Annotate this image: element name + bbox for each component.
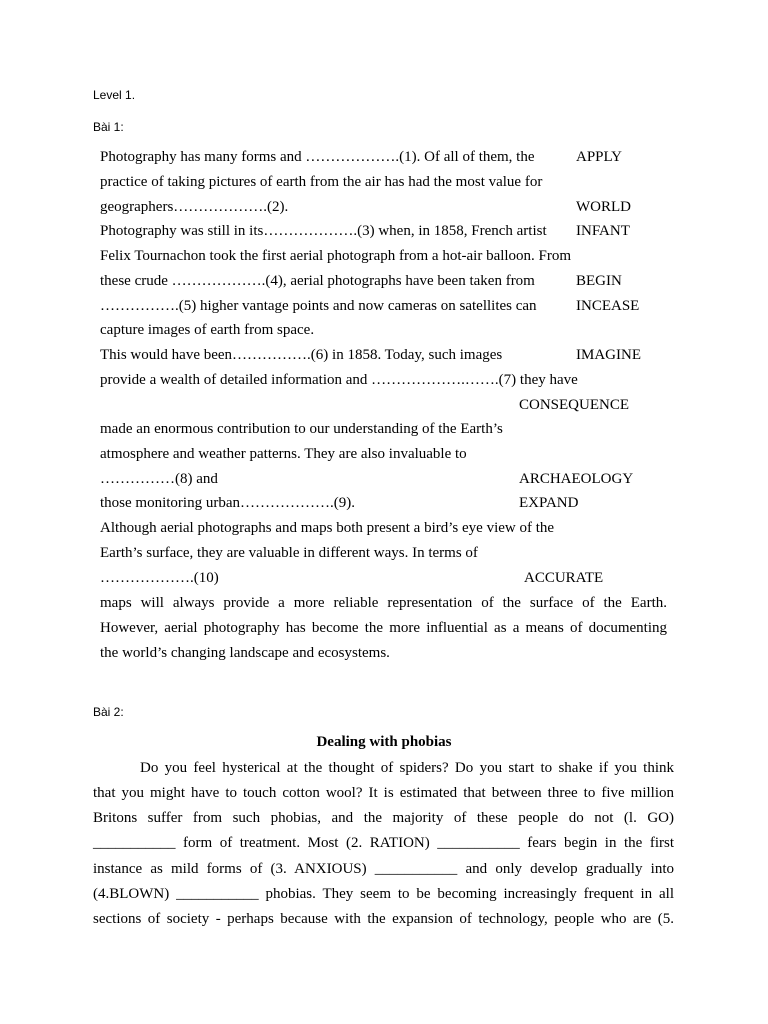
keyword-expand: EXPAND	[519, 495, 579, 511]
ex1-line: However, aerial photography has become the more influential as a means of documenting	[100, 620, 667, 636]
ex1-line: made an enormous contribution to our understanding of the Earth’s	[100, 421, 503, 437]
ex2-line: (4.BLOWN) ___________ phobias. They seem to be becoming increasingly frequent in all	[93, 886, 674, 902]
ex1-line: provide a wealth of detailed information and ……………….…….(7) they have	[100, 372, 578, 388]
ex1-line: those monitoring urban……………….(9).	[100, 495, 355, 511]
ex1-line: these crude ……………….(4), aerial photographs have been taken from	[100, 273, 535, 289]
ex2-line: that you might have to touch cotton wool? It is estimated that between three to five million	[93, 785, 674, 801]
ex1-line: ……………(8) and	[100, 471, 218, 487]
ex1-line: Although aerial photographs and maps both present a bird’s eye view of the	[100, 520, 555, 536]
ex1-line: the world’s changing landscape and ecosystems.	[100, 645, 390, 661]
keyword-accurate: ACCURATE	[524, 570, 604, 586]
keyword-imagine: IMAGINE	[576, 347, 641, 363]
keyword-world: WORLD	[576, 199, 631, 215]
ex1-line: Earth’s surface, they are valuable in different ways. In terms of	[100, 545, 478, 561]
ex1-line: maps will always provide a more reliable representation of the surface of the Earth.	[100, 595, 667, 611]
ex1-line: Photography was still in its……………….(3) when, in 1858, French artist	[100, 223, 547, 239]
ex1-line: …………….(5) higher vantage points and now cameras on satellites can	[100, 298, 537, 314]
ex1-line: This would have been…………….(6) in 1858. Today, such images	[100, 347, 503, 363]
keyword-consequence: CONSEQUENCE	[519, 397, 630, 413]
ex2-line: ___________ form of treatment. Most (2. RATION) ___________ fears begin in the first	[93, 835, 674, 851]
ex2-line: Britons suffer from such phobias, and the majority of these people do not (l. GO)	[93, 810, 674, 826]
ex2-line: instance as mild forms of (3. ANXIOUS) ___________ and only develop gradually into	[93, 861, 674, 877]
exercise-2-label: Bài 2:	[93, 705, 124, 719]
ex1-line: atmosphere and weather patterns. They are also invaluable to	[100, 446, 467, 462]
keyword-archaeology: ARCHAEOLOGY	[519, 471, 634, 487]
keyword-begin: BEGIN	[576, 273, 622, 289]
ex1-line: ……………….(10)	[100, 570, 219, 586]
ex1-line: Felix Tournachon took the first aerial photograph from a hot-air balloon. From	[100, 248, 572, 264]
passage-title: Dealing with phobias	[316, 734, 452, 750]
exercise-1-label: Bài 1:	[93, 120, 124, 134]
ex1-line: capture images of earth from space.	[100, 322, 315, 338]
keyword-infant: INFANT	[576, 223, 630, 239]
ex1-line: geographers……………….(2).	[100, 199, 289, 215]
ex2-line: sections of society - perhaps because with the expansion of technology, people who are (5.	[93, 911, 674, 927]
ex1-line: Photography has many forms and ……………….(1). Of all of them, the	[100, 149, 535, 165]
keyword-incease: INCEASE	[576, 298, 640, 314]
keyword-apply: APPLY	[576, 149, 623, 165]
ex2-line: Do you feel hysterical at the thought of spiders? Do you start to shake if you think	[140, 760, 674, 776]
level-heading: Level 1.	[93, 88, 136, 102]
ex1-line: practice of taking pictures of earth from the air has had the most value for	[100, 174, 543, 190]
